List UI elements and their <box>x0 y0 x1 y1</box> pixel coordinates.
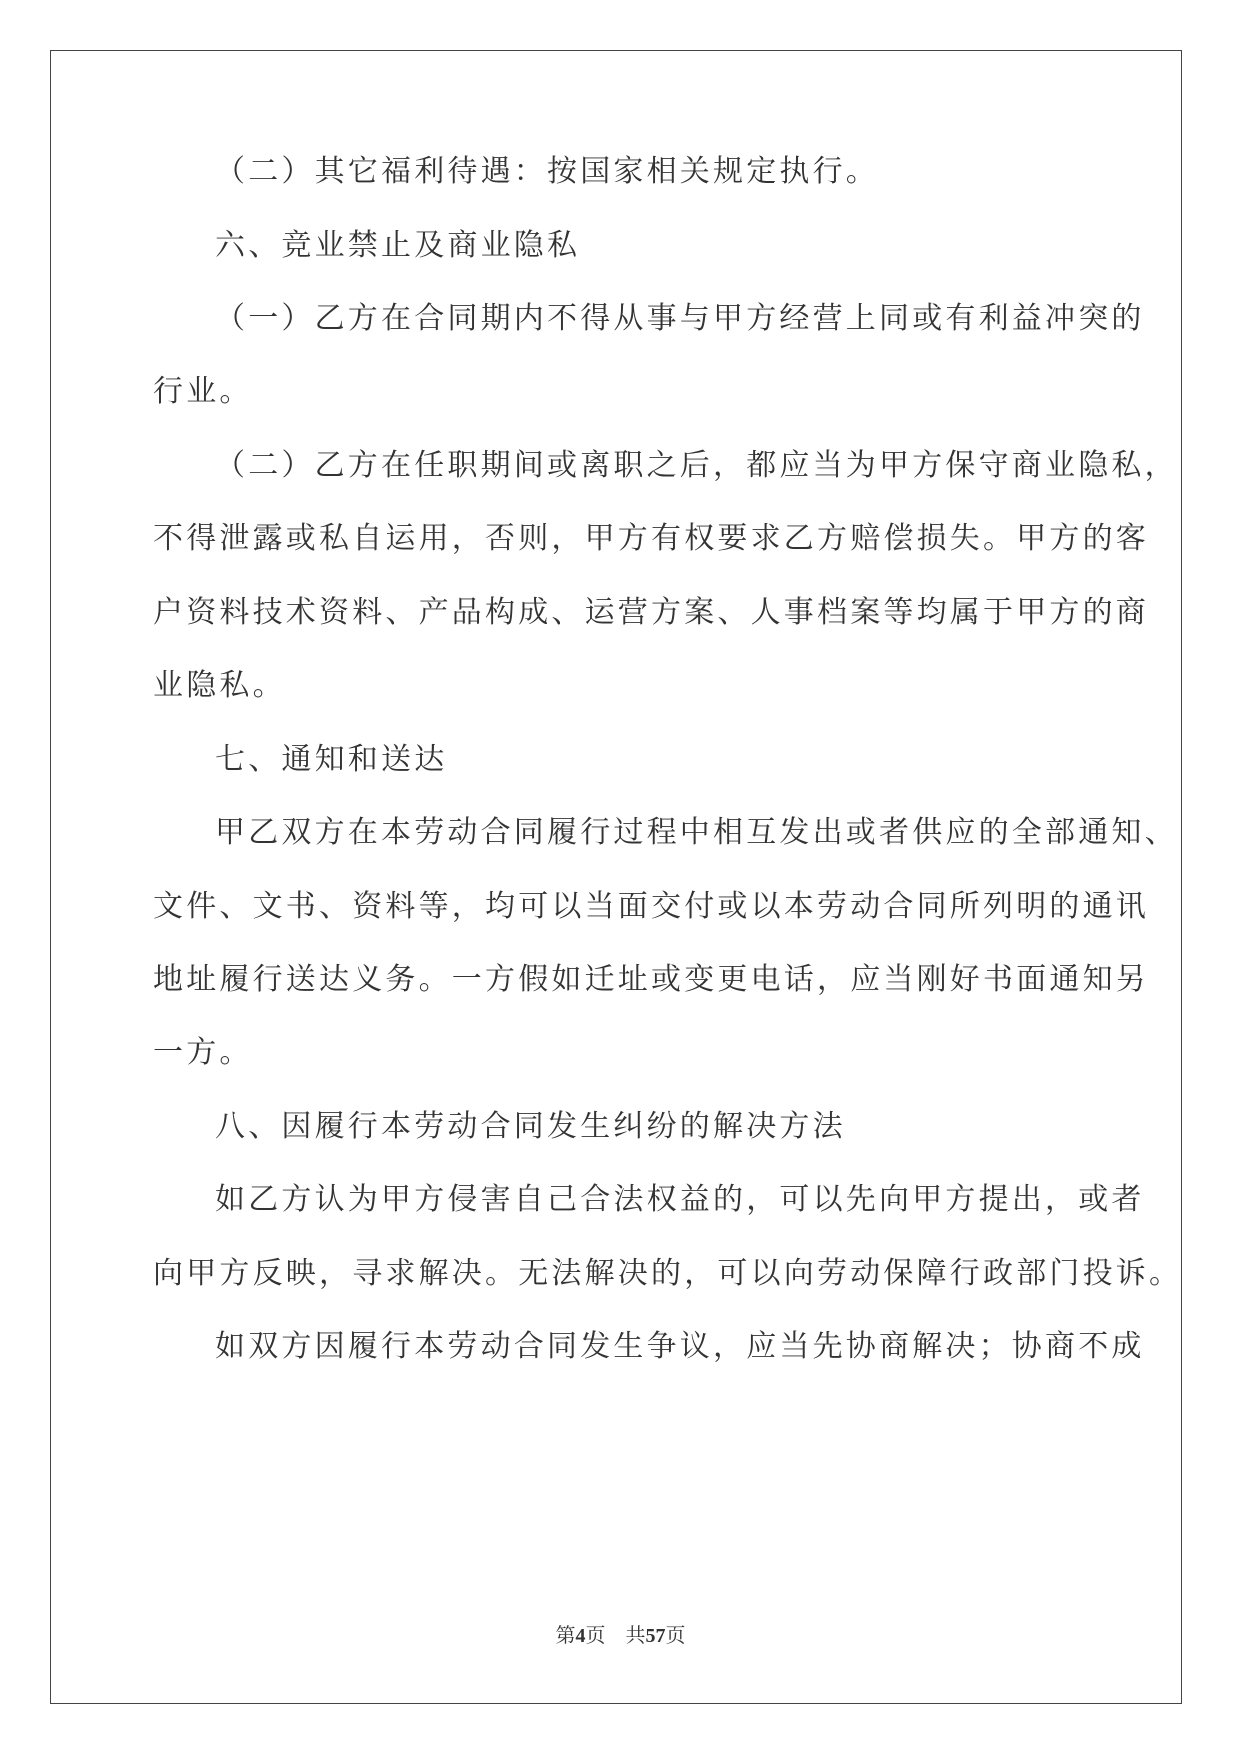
paragraph-line: 不得泄露或私自运用，否则，甲方有权要求乙方赔偿损失。甲方的客 <box>153 521 1149 556</box>
paragraph-line: 一方。 <box>153 1035 253 1070</box>
page-current: 4 <box>575 1625 586 1647</box>
paragraph-line: 地址履行送达义务。一方假如迁址或变更电话，应当刚好书面通知另 <box>153 962 1149 997</box>
paragraph-line: 行业。 <box>153 374 253 409</box>
paragraph-line: （二）乙方在任职期间或离职之后，都应当为甲方保守商业隐私， <box>215 448 1178 483</box>
page-prefix: 第 <box>555 1625 576 1647</box>
paragraph-line: （二）其它福利待遇：按国家相关规定执行。 <box>215 154 879 189</box>
page-unit: 页 <box>585 1625 606 1647</box>
section-heading: 八、因履行本劳动合同发生纠纷的解决方法 <box>215 1109 846 1144</box>
page-total: 57 <box>645 1625 666 1647</box>
section-heading: 六、竞业禁止及商业隐私 <box>215 228 581 263</box>
paragraph-line: 如双方因履行本劳动合同发生争议，应当先协商解决；协商不成 <box>215 1329 1145 1364</box>
paragraph-line: 向甲方反映，寻求解决。无法解决的，可以向劳动保障行政部门投诉。 <box>153 1256 1183 1291</box>
paragraph-line: 如乙方认为甲方侵害自己合法权益的，可以先向甲方提出，或者 <box>215 1182 1145 1217</box>
total-prefix: 共 <box>625 1625 646 1647</box>
page-footer <box>0 1623 1241 1649</box>
paragraph-line: （一）乙方在合同期内不得从事与甲方经营上同或有利益冲突的 <box>215 301 1145 336</box>
paragraph-line: 文件、文书、资料等，均可以当面交付或以本劳动合同所列明的通讯 <box>153 889 1149 924</box>
section-heading: 七、通知和送达 <box>215 742 448 777</box>
paragraph-line: 业隐私。 <box>153 668 286 703</box>
paragraph-line: 户资料技术资料、产品构成、运营方案、人事档案等均属于甲方的商 <box>153 595 1149 630</box>
paragraph-line: 甲乙双方在本劳动合同履行过程中相互发出或者供应的全部通知、 <box>215 815 1178 850</box>
total-unit: 页 <box>665 1625 686 1647</box>
